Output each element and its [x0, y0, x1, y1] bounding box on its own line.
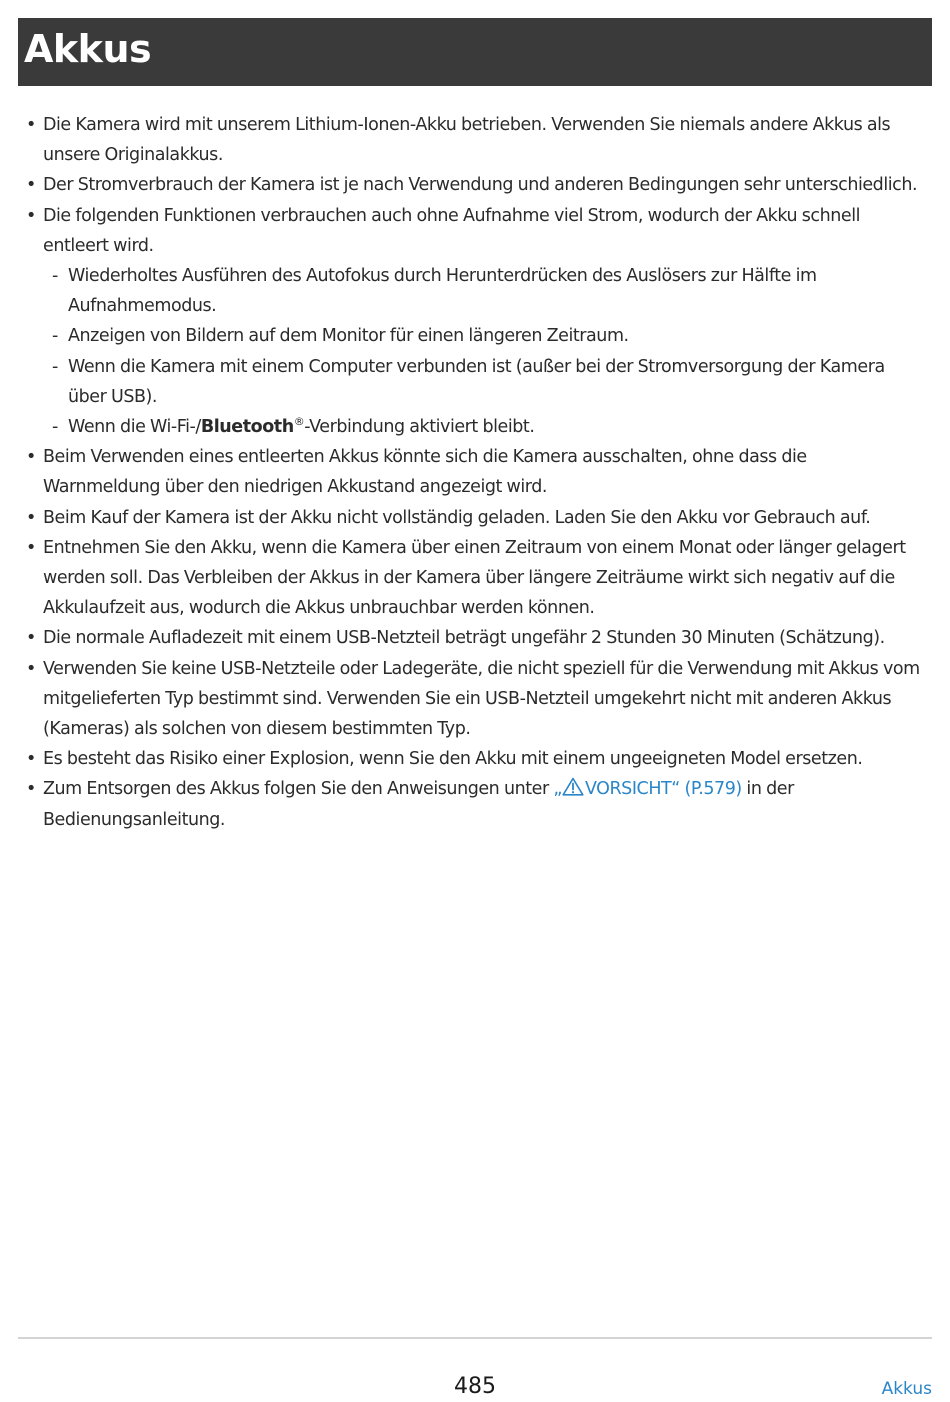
list-item-text: Die Kamera wird mit unserem Lithium-Ionen-Akku betrieben. Verwenden Sie niemals andere Akkus als unsere Originalakkus.	[43, 115, 891, 166]
list-item-text: Die normale Aufladezeit mit einem USB-Netzteil beträgt ungefähr 2 Stunden 30 Minuten (Schätzung).	[43, 628, 885, 649]
footer-section-link[interactable]: Akkus	[881, 1379, 932, 1399]
list-item-text-prefix: Zum Entsorgen des Akkus folgen Sie den Anweisungen unter	[43, 779, 554, 800]
sublist-item	[22, 352, 927, 412]
list-item-text: Es besteht das Risiko einer Explosion, wenn Sie den Akku mit einem ungeeigneten Model ersetzen.	[43, 749, 863, 770]
list-item	[22, 110, 927, 170]
list-item-text: Entnehmen Sie den Akku, wenn die Kamera über einen Zeitraum von einem Monat oder länger gelagert werden soll. Das Verbleiben der Akkus in der Kamera über längere Zeiträume wirkt sich negativ auf die Akkulaufzeit aus, wodurch die Akkus unbrauchbar werden können.	[43, 537, 906, 619]
bullet-icon: •	[26, 537, 36, 558]
list-item	[22, 503, 927, 533]
list-item	[22, 201, 927, 261]
caution-link[interactable]	[553, 779, 742, 799]
list-item-text: Die folgenden Funktionen verbrauchen auch ohne Aufnahme viel Strom, wodurch der Akku schnell entleert wird.	[43, 205, 861, 256]
caution-link-text: VORSICHT“ (P.579)	[584, 779, 742, 800]
list-item	[22, 533, 927, 624]
bullet-icon: •	[26, 749, 36, 770]
caution-link-open-quote: „	[553, 779, 562, 800]
list-item-text: Beim Kauf der Kamera ist der Akku nicht vollständig geladen. Laden Sie den Akku vor Gebrauch auf.	[43, 507, 871, 528]
page-title-bar	[18, 18, 932, 86]
bullet-icon: •	[26, 175, 36, 196]
list-item	[22, 654, 927, 745]
battery-notes-list-continued	[22, 442, 927, 835]
dash-icon: -	[52, 417, 58, 438]
sublist-item-text-prefix: Wenn die Wi-Fi-/	[68, 417, 201, 438]
footer-divider	[18, 1337, 932, 1339]
sublist-item-text: Wiederholtes Ausführen des Autofokus durch Herunterdrücken des Auslösers zur Hälfte im Aufnahmemodus.	[68, 266, 817, 317]
sublist-item-text-suffix: -Verbindung aktiviert bleibt.	[304, 417, 535, 438]
battery-notes-list	[22, 110, 927, 261]
dash-icon: -	[52, 356, 58, 377]
registered-mark: ®	[293, 415, 305, 429]
warning-triangle-icon	[562, 777, 584, 796]
sublist-item-text: Wenn die Kamera mit einem Computer verbunden ist (außer bei der Stromversorgung der Kamera über USB).	[68, 356, 885, 407]
list-item-text: Beim Verwenden eines entleerten Akkus könnte sich die Kamera ausschalten, ohne dass die Warnmeldung über den niedrigen Akkustand angezeigt wird.	[43, 447, 807, 498]
sublist-item	[22, 412, 927, 442]
bullet-icon: •	[26, 115, 36, 135]
bullet-icon: •	[26, 507, 36, 528]
list-item	[22, 744, 927, 774]
list-item	[22, 774, 927, 834]
power-drain-sublist	[22, 261, 927, 442]
sublist-item-text: Anzeigen von Bildern auf dem Monitor für einen längeren Zeitraum.	[68, 326, 629, 347]
list-item	[22, 442, 927, 502]
page-title: Akkus	[24, 27, 152, 71]
bullet-icon: •	[26, 779, 36, 800]
list-item-text-suffix: in der Bedienungsanleitung.	[43, 779, 794, 830]
main-content	[22, 110, 927, 835]
sublist-item	[22, 321, 927, 351]
bluetooth-brand: Bluetooth	[200, 417, 294, 438]
page-number: 485	[454, 1374, 496, 1399]
list-item-text: Verwenden Sie keine USB-Netzteile oder Ladegeräte, die nicht speziell für die Verwendung mit Akkus vom mitgelieferten Typ bestimmt sind. Verwenden Sie ein USB-Netzteil umgekehrt nicht mit anderen Akkus (Kameras) als solchen von diesem bestimmten Typ.	[43, 658, 920, 740]
dash-icon: -	[52, 326, 58, 347]
bullet-icon: •	[26, 658, 36, 679]
list-item-text: Der Stromverbrauch der Kamera ist je nach Verwendung und anderen Bedingungen sehr unterschiedlich.	[43, 175, 918, 196]
sublist-item	[22, 261, 927, 321]
bullet-icon: •	[26, 205, 36, 226]
dash-icon: -	[52, 266, 58, 287]
list-item	[22, 623, 927, 653]
bullet-icon: •	[26, 447, 36, 468]
list-item	[22, 170, 927, 200]
bullet-icon: •	[26, 628, 36, 649]
